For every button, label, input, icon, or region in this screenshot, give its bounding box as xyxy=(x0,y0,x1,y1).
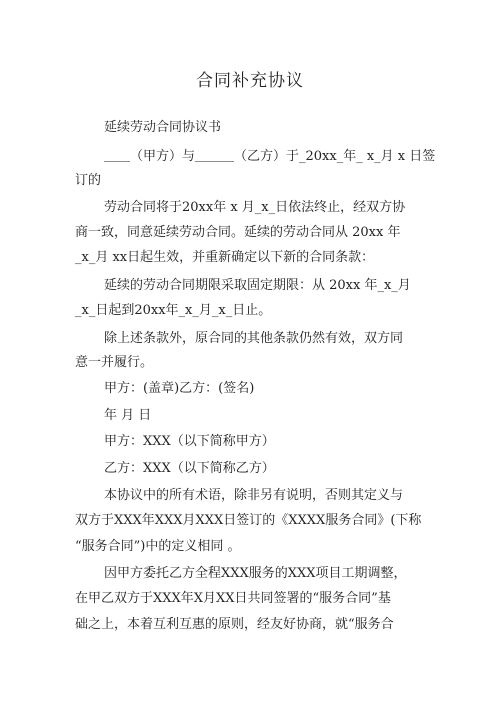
text-line: 础之上，本着互利互惠的原则，经友好协商，就“服务合 xyxy=(75,617,394,632)
party-b-line: 乙方：XXX（以下简称乙方） xyxy=(104,461,275,476)
text-line: _x_日起到20xx年_x_月_x_日止。 xyxy=(75,303,272,318)
text-line: 商一致，同意延续劳动合同。延续的劳动合同从 20xx 年 xyxy=(75,225,401,240)
text-line: 延续的劳动合同期限采取固定期限：从 20xx 年_x_月 xyxy=(104,278,411,293)
document-title: 合同补充协议 xyxy=(196,71,304,91)
date-line: 年 月 日 xyxy=(104,408,152,423)
text-line: 本协议中的所有术语，除非另有说明，否则其定义与 xyxy=(104,488,404,503)
text-line: 除上述条款外，原合同的其他条款仍然有效，双方同 xyxy=(104,331,404,346)
text-line: 在甲乙双方于XXX年X月XX日共同签署的“服务合同”基 xyxy=(75,591,391,606)
text-line: 因甲方委托乙方全程XXX服务的XXX项目工期调整， xyxy=(104,566,407,581)
text-line: _x_月 xx日起生效，并重新确定以下新的合同条款： xyxy=(75,250,375,265)
text-line: 劳动合同将于20xx年 x 月_x_日依法终止，经双方协 xyxy=(104,200,406,215)
text-line: 订的 xyxy=(75,173,102,188)
text-line: ＿＿（甲方）与＿＿＿（乙方）于_20xx_年_ x_月 x 日签 xyxy=(104,149,436,164)
subtitle-line: 延续劳动合同协议书 xyxy=(104,120,222,135)
text-line: 意一并履行。 xyxy=(75,355,154,370)
party-a-line: 甲方：XXX（以下简称甲方） xyxy=(104,434,275,449)
signature-line: 甲方：(盖章)乙方：(签名) xyxy=(104,381,255,396)
text-line: “服务合同”)中的定义相同 。 xyxy=(75,539,241,554)
text-line: 双方于XXX年XXX月XXX日签订的《XXXX服务合同》(下称 xyxy=(75,513,422,528)
